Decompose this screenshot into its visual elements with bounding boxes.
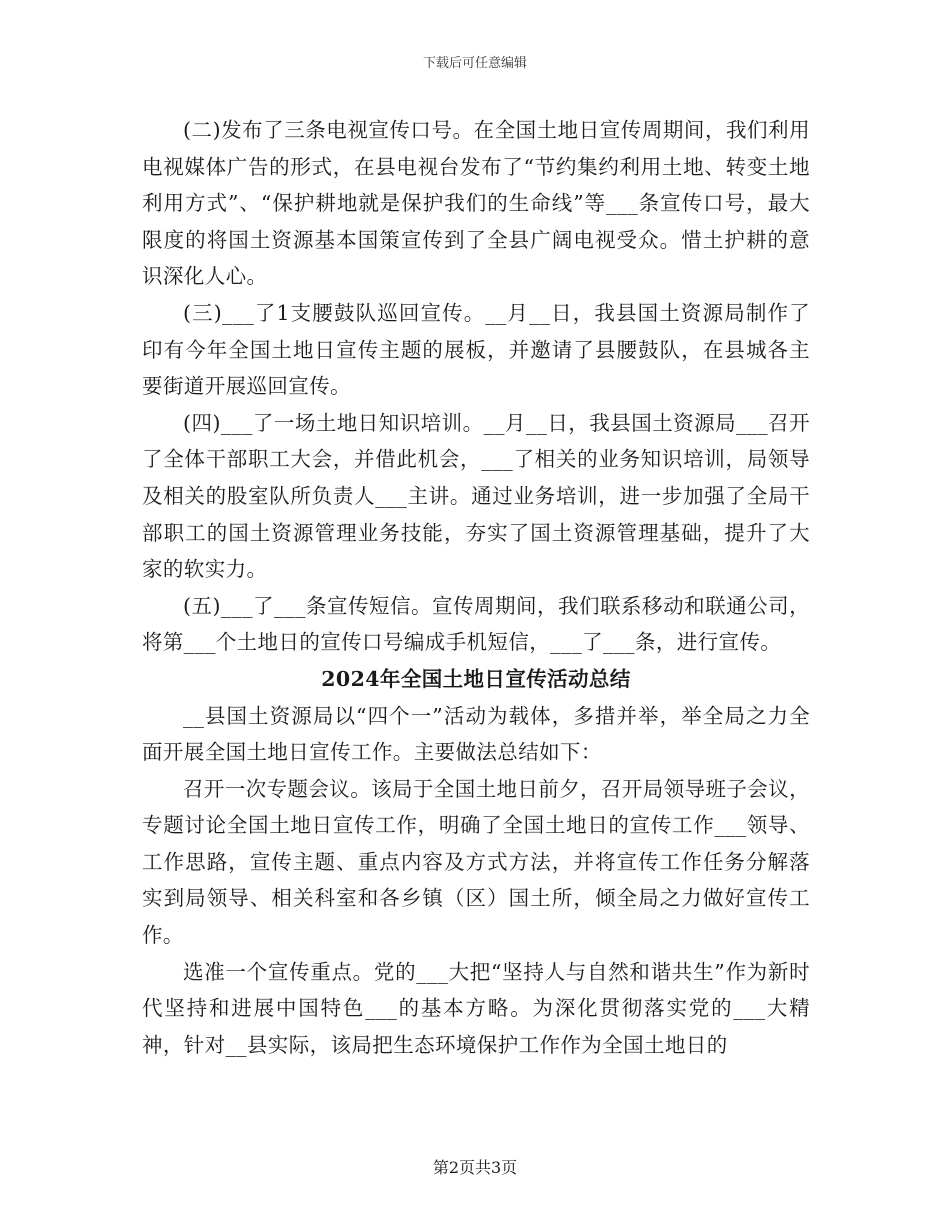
paragraph-focus: 选准一个宣传重点。党的___大把“坚持人与自然和谐共生”作为新时代坚持和进展中国特色___的基本方略。为深化贯彻落实党的___大精神，针对__县实际，该局把生态环境保护工作作为全国土地日的 <box>142 959 810 1057</box>
document-body <box>142 112 810 1063</box>
paragraph-meeting: 召开一次专题会议。该局于全国土地日前夕，召开局领导班子会议，专题讨论全国土地日宣传工作，明确了全国土地日的宣传工作___领导、工作思路，宣传主题、重点内容及方式方法，并将宣传工作任务分解落实到局领导、相关科室和各乡镇（区）国土所，倾全局之力做好宣传工作。 <box>142 776 810 948</box>
page-number: 第2页共3页 <box>432 1158 518 1177</box>
paragraph-training: (四)___了一场土地日知识培训。__月__日，我县国土资源局___召开了全体干部职工大会，并借此机会，___了相关的业务知识培训，局领导及相关的股室队所负责人___主讲。通过业务培训，进一步加强了全局干部职工的国土资源管理业务技能，夯实了国土资源管理基础，提升了大家的软实力。 <box>142 410 810 582</box>
paragraph-drum-team: (三)___了1支腰鼓队巡回宣传。__月__日，我县国土资源局制作了印有今年全国土地日宣传主题的展板，并邀请了县腰鼓队，在县城各主要街道开展巡回宣传。 <box>142 300 810 399</box>
page-header-note: 下载后可任意编辑 <box>422 56 527 71</box>
section-title: 2024年全国土地日宣传活动总结 <box>321 666 631 691</box>
paragraph-sms: (五)___了___条宣传短信。宣传周期间，我们联系移动和联通公司，将第___个土地日的宣传口号编成手机短信，___了___条，进行宣传。 <box>142 593 810 655</box>
paragraph-intro: __县国土资源局以“四个一”活动为载体，多措并举，举全局之力全面开展全国土地日宣传工作。主要做法总结如下： <box>142 703 810 765</box>
paragraph-tv-slogans: (二)发布了三条电视宣传口号。在全国土地日宣传周期间，我们利用电视媒体广告的形式，在县电视台发布了“节约集约利用土地、转变土地利用方式”、“保护耕地就是保护我们的生命线”等___条宣传口号，最大限度的将国土资源基本国策宣传到了全县广阔电视受众。惜土护耕的意识深化人心。 <box>142 118 810 289</box>
